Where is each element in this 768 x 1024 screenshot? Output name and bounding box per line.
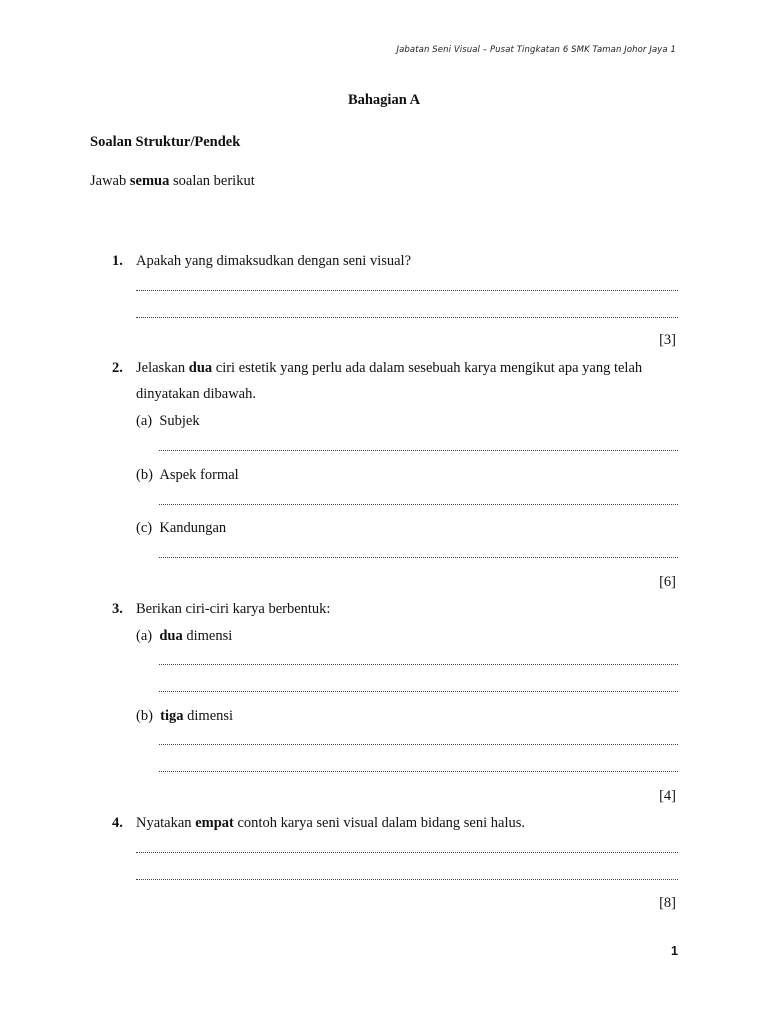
question-emphasis: dua bbox=[188, 360, 213, 376]
sub-question-text: Kandungan bbox=[159, 520, 227, 536]
sub-question bbox=[136, 628, 232, 645]
question-text-part: Nyatakan bbox=[136, 815, 196, 831]
answer-line[interactable] bbox=[136, 877, 678, 880]
question-mark: [6] bbox=[659, 574, 676, 590]
sub-question bbox=[136, 467, 239, 484]
sub-question-emphasis: dua bbox=[159, 628, 183, 644]
page-number: 1 bbox=[671, 944, 678, 958]
question-text: Apakah yang dimaksudkan dengan seni visual? bbox=[136, 253, 412, 269]
sub-question-label: (a) bbox=[136, 413, 153, 429]
instruction bbox=[90, 173, 255, 190]
section-subtitle: Soalan Struktur/Pendek bbox=[90, 134, 241, 150]
question-mark: [4] bbox=[659, 788, 676, 804]
sub-question-emphasis: tiga bbox=[160, 708, 184, 724]
question-emphasis: empat bbox=[195, 815, 234, 831]
sub-question-text: Aspek formal bbox=[159, 467, 239, 483]
question-text-part: contoh karya seni visual dalam bidang seni halus. bbox=[233, 815, 525, 831]
section-title: Bahagian A bbox=[347, 92, 421, 108]
instruction-text: soalan berikut bbox=[169, 173, 255, 189]
question-text-line2: dinyatakan dibawah. bbox=[136, 386, 256, 402]
question-mark: [3] bbox=[659, 332, 676, 348]
question-text bbox=[136, 815, 525, 832]
answer-line[interactable] bbox=[159, 448, 678, 451]
question-number: 4. bbox=[112, 815, 123, 831]
answer-line[interactable] bbox=[159, 689, 678, 692]
question-text: Berikan ciri-ciri karya berbentuk: bbox=[136, 601, 331, 617]
instruction-text: Jawab bbox=[90, 173, 130, 189]
sub-question-text: Subjek bbox=[159, 413, 200, 429]
sub-question bbox=[136, 520, 226, 537]
question-text-part: Jelaskan bbox=[136, 360, 189, 376]
question-number: 3. bbox=[112, 601, 123, 617]
answer-line[interactable] bbox=[159, 555, 678, 558]
sub-question-text: dimensi bbox=[182, 628, 233, 644]
answer-line[interactable] bbox=[136, 315, 678, 318]
question-text bbox=[136, 360, 642, 377]
question-number: 2. bbox=[112, 360, 123, 376]
page-header: Jabatan Seni Visual – Pusat Tingkatan 6 SMK Taman Johor Jaya 1 bbox=[396, 45, 676, 55]
sub-question-text: dimensi bbox=[183, 708, 234, 724]
sub-question-label: (b) bbox=[136, 467, 153, 483]
answer-line[interactable] bbox=[136, 850, 678, 853]
answer-line[interactable] bbox=[159, 742, 678, 745]
question-number: 1. bbox=[112, 253, 123, 269]
sub-question-label: (b) bbox=[136, 708, 153, 724]
answer-line[interactable] bbox=[159, 662, 678, 665]
question-mark: [8] bbox=[659, 895, 676, 911]
answer-line[interactable] bbox=[159, 769, 678, 772]
sub-question-label: (a) bbox=[136, 628, 153, 644]
question-text-part: ciri estetik yang perlu ada dalam sesebuah karya mengikut apa yang telah bbox=[212, 360, 643, 376]
answer-line[interactable] bbox=[136, 288, 678, 291]
sub-question bbox=[136, 708, 233, 725]
instruction-emphasis: semua bbox=[129, 173, 170, 189]
answer-line[interactable] bbox=[159, 502, 678, 505]
sub-question-label: (c) bbox=[136, 520, 153, 536]
sub-question bbox=[136, 413, 200, 430]
